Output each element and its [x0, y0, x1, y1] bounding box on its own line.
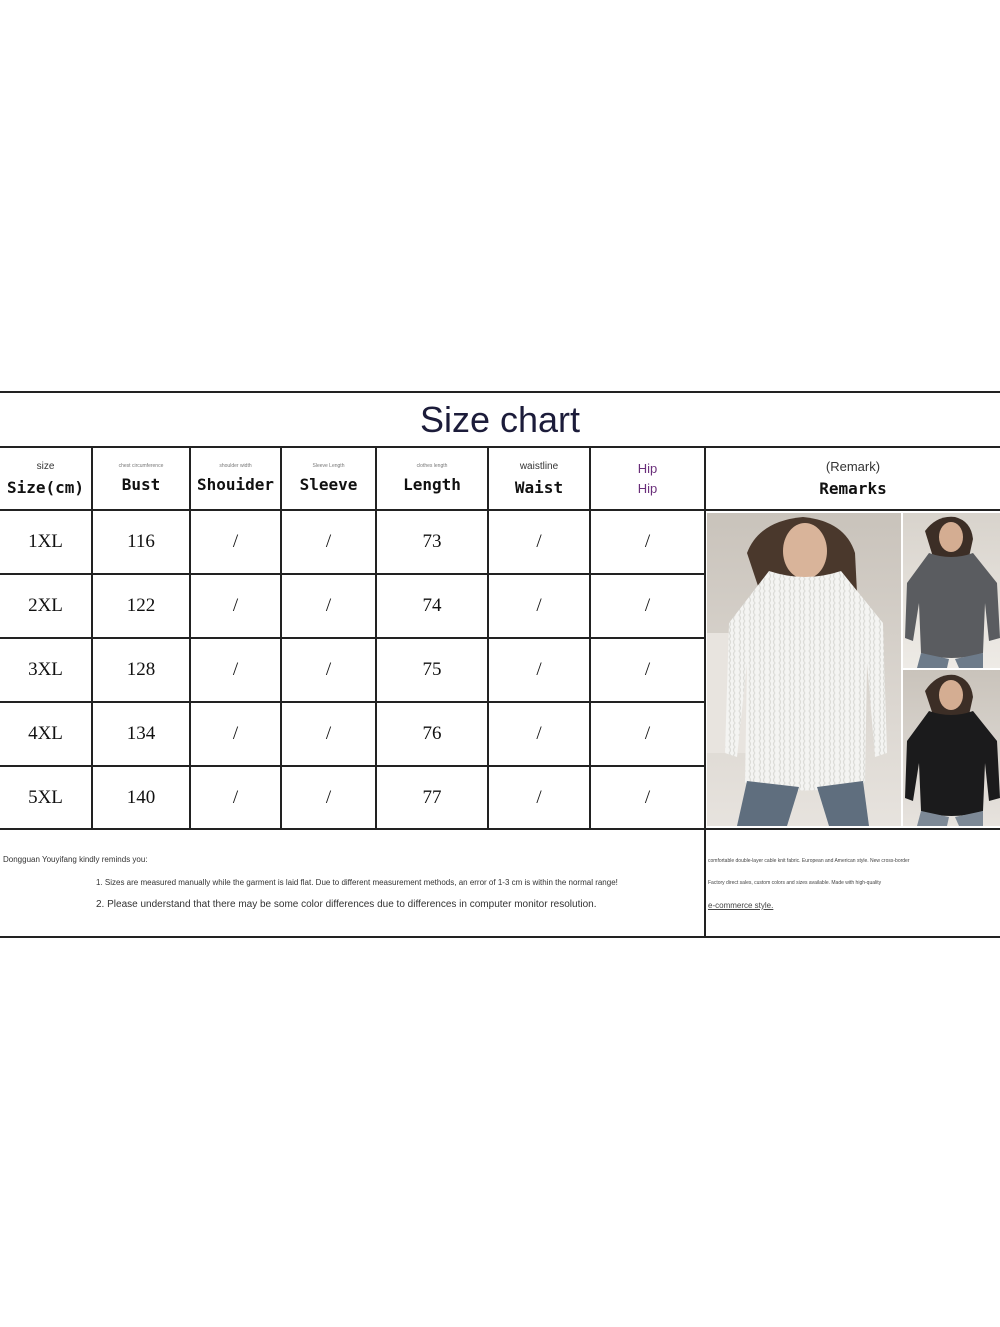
table-cell-shoulder: /	[232, 723, 239, 744]
header-sub: size	[36, 461, 55, 472]
header-bust	[93, 448, 189, 509]
table-cell-sleeve: /	[325, 595, 332, 616]
header-shoulder	[191, 448, 280, 509]
notes-intro: Dongguan Youyifang kindly reminds you:	[3, 855, 148, 864]
table-cell-length: 76	[422, 723, 442, 744]
table-cell-waist: /	[536, 659, 542, 680]
table-cell-size: 1XL	[28, 531, 63, 552]
header-sub: clothes length	[416, 463, 448, 469]
remark-text-2: Factory direct sales, custom colors and sizes available. Made with high-quality	[708, 880, 882, 886]
table-cell-hip: /	[644, 531, 651, 552]
header-sub: Sleeve Length	[312, 463, 345, 469]
header-label: Sleeve	[299, 475, 358, 494]
table-cell-size: 5XL	[28, 787, 63, 808]
table-cell-waist: /	[536, 723, 542, 744]
table-cell-hip: /	[644, 723, 651, 744]
table-cell-size: 4XL	[28, 723, 63, 744]
table-cell-sleeve: /	[325, 723, 332, 744]
product-photo-image	[707, 513, 1000, 826]
product-photo	[707, 513, 1000, 826]
table-border-bottom	[0, 936, 1000, 938]
header-sub: shoulder width	[219, 463, 252, 469]
header-label: Hip	[637, 481, 658, 496]
header-waist	[489, 448, 589, 509]
table-cell-size: 2XL	[28, 595, 63, 616]
table-cell-hip: /	[644, 659, 651, 680]
table-cell-length: 73	[422, 531, 442, 552]
table-divider	[704, 446, 706, 937]
table-cell-shoulder: /	[232, 787, 239, 808]
table-border-top	[0, 391, 1000, 393]
table-cell-shoulder: /	[232, 531, 239, 552]
header-label: Bust	[121, 475, 161, 494]
header-label: Size(cm)	[6, 478, 85, 497]
table-cell-hip: /	[644, 787, 651, 808]
header-sub: (Remark)	[825, 459, 881, 474]
table-cell-length: 75	[422, 659, 442, 680]
table-cell-length: 74	[422, 595, 442, 616]
table-cell-waist: /	[536, 595, 542, 616]
page-title: Size chart	[419, 399, 581, 440]
header-sub: waistline	[519, 461, 559, 472]
table-cell-hip: /	[644, 595, 651, 616]
size-chart	[0, 391, 1000, 938]
table-cell-bust: 122	[126, 595, 156, 616]
table-cell-waist: /	[536, 787, 542, 808]
table-cell-size: 3XL	[28, 659, 63, 680]
header-label: Shouider	[196, 475, 275, 494]
table-cell-shoulder: /	[232, 659, 239, 680]
table-cell-bust: 128	[126, 659, 156, 680]
table-cell-sleeve: /	[325, 531, 332, 552]
table-cell-bust: 116	[127, 531, 155, 552]
table-cell-sleeve: /	[325, 787, 332, 808]
header-sleeve	[282, 448, 375, 509]
header-label: Waist	[514, 478, 564, 497]
header-remarks	[706, 448, 1000, 509]
header-sub: chest circumference	[118, 463, 164, 469]
notes-line-2: 2. Please understand that there may be some color differences due to differences in computer monitor resolution.	[96, 899, 597, 910]
table-cell-bust: 134	[126, 723, 156, 744]
table-cell-bust: 140	[126, 787, 156, 808]
table-cell-length: 77	[422, 787, 442, 808]
header-hip	[591, 448, 704, 509]
table-cell-shoulder: /	[232, 595, 239, 616]
header-sub: Hip	[637, 461, 658, 476]
header-label: Length	[403, 475, 461, 494]
table-cell-sleeve: /	[325, 659, 332, 680]
remark-text-1: comfortable double-layer cable knit fabric. European and American style. New cross-border	[708, 858, 910, 864]
table-cell-waist: /	[536, 531, 542, 552]
header-length	[377, 448, 487, 509]
remark-text-3: e-commerce style.	[708, 901, 774, 910]
notes-line-1: 1. Sizes are measured manually while the garment is laid flat. Due to different measurement methods, an error of 1-3 cm is within the normal range!	[96, 878, 618, 887]
header-label: Remarks	[819, 479, 887, 498]
header-size	[0, 448, 91, 509]
